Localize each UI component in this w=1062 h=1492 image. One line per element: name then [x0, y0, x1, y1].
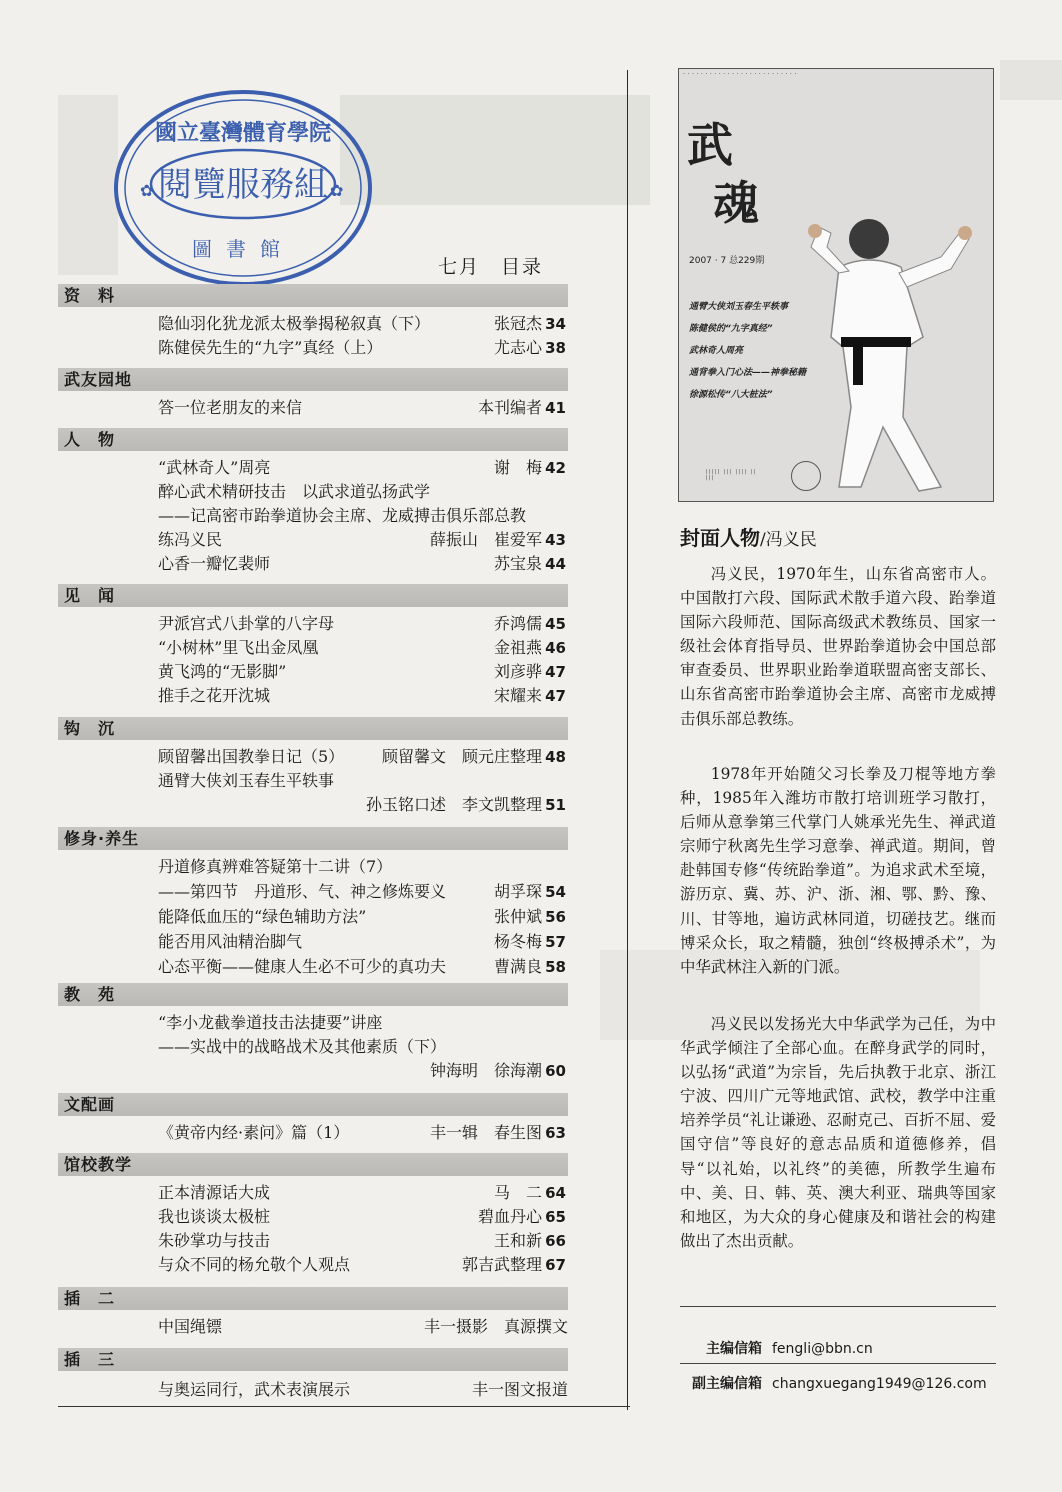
entry-page: 54 [545, 883, 566, 901]
entry-author: 薛振山 崔爱军 [429, 530, 542, 549]
entry-title: 与众不同的杨允敬个人观点 [158, 1255, 351, 1274]
toc-entry[interactable] [158, 480, 568, 504]
entry-author: 张冠杰 [493, 314, 542, 333]
toc-entry[interactable] [158, 336, 568, 360]
cover-martial-artist-photo [791, 187, 991, 497]
entry-author: 谢 梅 [493, 458, 542, 477]
entry-page: 63 [545, 1124, 566, 1142]
entry-author: 张仲斌 [493, 907, 542, 926]
toc-entry[interactable] [158, 880, 568, 904]
entry-author: 乔鸿儒 [493, 614, 542, 633]
section-header: 馆校教学 [58, 1153, 568, 1176]
entry-page: 56 [545, 908, 566, 926]
entry-title: 练冯义民 [158, 530, 223, 549]
entry-title: “李小龙截拳道技击法捷要”讲座 [158, 1013, 383, 1032]
bleed-through-block [340, 95, 650, 205]
entry-title: 丹道修真辨难答疑第十二讲（7） [158, 857, 393, 876]
entry-title: 隐仙羽化犹龙派太极拳揭秘叙真（下） [158, 314, 431, 333]
section-header: 修身·养生 [58, 827, 568, 850]
entry-page: 38 [545, 339, 566, 357]
section-header: 见 闻 [58, 584, 568, 607]
entry-title: ——第四节 丹道形、气、神之修炼要义 [158, 882, 447, 901]
entry-author: 曹满良 [493, 957, 542, 976]
toc-entry[interactable] [158, 612, 568, 636]
cover-headline: 通臂大侠刘玉春生平轶事 [689, 302, 789, 312]
entry-page: 47 [545, 663, 566, 681]
cover-seal-icon [791, 461, 821, 491]
entry-title: 能否用风油精治脚气 [158, 932, 303, 951]
cover-issue: 2007 · 7 总229期 [689, 256, 765, 266]
section-header: 插 二 [58, 1287, 568, 1310]
profile-title: 封面人物 [680, 526, 760, 550]
bleed-through-block [58, 95, 118, 275]
entry-page: 43 [545, 531, 566, 549]
toc-entry[interactable] [158, 905, 568, 929]
entry-author: 王和新 [493, 1231, 542, 1250]
toc-entry[interactable] [158, 955, 568, 979]
editor-email[interactable]: fengli@bbn.cn [772, 1341, 873, 1357]
stamp-top-text: 國立臺灣體育學院 [154, 120, 332, 146]
section-header: 插 三 [58, 1348, 568, 1371]
toc-entry[interactable] [158, 930, 568, 954]
entry-title: 《黄帝内经·素问》篇（1） [158, 1123, 350, 1142]
contacts-mid-rule [680, 1363, 996, 1364]
toc-entry[interactable] [158, 660, 568, 684]
entry-author: 宋耀来 [493, 686, 542, 705]
entry-author: 碧血丹心 [477, 1207, 542, 1226]
entry-page: 60 [545, 1062, 566, 1080]
entry-title: ——实战中的战略战术及其他素质（下） [158, 1037, 447, 1056]
toc-entry[interactable] [158, 312, 568, 336]
entry-author: 郭吉武整理 [461, 1255, 542, 1274]
toc-entry[interactable] [158, 528, 568, 552]
profile-author: /冯义民 [760, 530, 817, 550]
entry-author: 杨冬梅 [493, 932, 542, 951]
entry-title: “武林奇人”周亮 [158, 458, 271, 477]
magazine-cover [678, 68, 994, 502]
entry-page: 41 [545, 399, 566, 417]
cover-title-char-2: 魂 [713, 176, 759, 230]
entry-title: 朱砂掌功与技击 [158, 1231, 271, 1250]
toc-entry[interactable] [158, 684, 568, 708]
library-stamp [112, 88, 374, 288]
entry-title: 心态平衡——健康人生必不可少的真功夫 [158, 957, 447, 976]
entry-page: 65 [545, 1208, 566, 1226]
toc-entry[interactable] [158, 855, 568, 879]
section-header: 资 料 [58, 284, 568, 307]
entry-title: “小树林”里飞出金凤凰 [158, 638, 319, 657]
entry-title: 正本清源话大成 [158, 1183, 271, 1202]
editor-contact [706, 1338, 873, 1358]
entry-author: 尤志心 [493, 338, 542, 357]
cover-headline: 徐源松传“八大桩法” [689, 390, 773, 400]
entry-author: 丰一摄影 真源撰文 [423, 1317, 568, 1336]
section-header: 文配画 [58, 1093, 568, 1116]
entry-title: 顾留馨出国教拳日记（5） [158, 747, 345, 766]
entry-author: 金祖燕 [493, 638, 542, 657]
flower-icon: ✿ [330, 181, 344, 200]
cover-headline: 通背拳入门心法——神拳秘籍 [689, 368, 807, 378]
entry-author: 丰一辑 春生图 [429, 1123, 542, 1142]
entry-title: 与奥运同行，武术表演展示 [158, 1380, 351, 1399]
toc-title: 七月 目录 [438, 256, 544, 278]
toc-entry[interactable] [158, 1315, 568, 1339]
cover-person-title [680, 522, 817, 551]
entry-page: 51 [545, 796, 566, 814]
entry-page: 46 [545, 639, 566, 657]
toc-entry[interactable] [158, 1011, 568, 1035]
entry-author: 胡孚琛 [493, 882, 542, 901]
editor-label: 主编信箱 [706, 1341, 762, 1357]
toc-entry[interactable] [158, 769, 568, 793]
entry-author: 钟海明 徐海潮 [429, 1061, 542, 1080]
entry-page: 48 [545, 748, 566, 766]
entry-title: 能降低血压的“绿色辅助方法” [158, 907, 367, 926]
section-header: 教 苑 [58, 983, 568, 1006]
toc-bottom-rule [58, 1406, 630, 1407]
entry-author: 本刊编者 [477, 398, 542, 417]
toc-entry[interactable] [158, 1253, 568, 1277]
toc-entry[interactable] [158, 456, 568, 480]
deputy-email[interactable]: changxuegang1949@126.com [772, 1376, 987, 1392]
section-header: 武友园地 [58, 368, 568, 391]
entry-title: 中国绳镖 [158, 1317, 223, 1336]
entry-page: 64 [545, 1184, 566, 1202]
entry-author: 苏宝泉 [493, 554, 542, 573]
entry-author: 马 二 [493, 1183, 542, 1202]
entry-page: 34 [545, 315, 566, 333]
entry-page: 58 [545, 958, 566, 976]
cover-headline: 陈健侯的“九字真经” [689, 324, 773, 334]
entry-author: 顾留馨文 顾元庄整理 [381, 747, 542, 766]
toc-entry[interactable] [158, 1035, 568, 1059]
toc-entry[interactable] [158, 1121, 568, 1145]
entry-page: 57 [545, 933, 566, 951]
bleed-through-block [1000, 60, 1062, 100]
cover-header-strip: · · · · · · · · · · · · · · · · · · · · · · · · · · [683, 70, 797, 78]
section-header: 人 物 [58, 428, 568, 451]
entry-title: 尹派宫式八卦掌的八字母 [158, 614, 335, 633]
deputy-editor-contact [692, 1373, 987, 1393]
entry-author: 丰一图文报道 [471, 1380, 568, 1399]
profile-paragraph: 1978年开始随父习长拳及刀棍等地方拳种，1985年入潍坊市散打培训班学习散打，后师从意拳第三代掌门人姚承光先生、禅武道宗师宁秋离先生学习意拳、禅武道。期间，曾赴韩国专修“传统跆拳道”。为追求武术至境，游历京、冀、苏、沪、浙、湘、鄂、黔、豫、川、甘等地，遍访武林同道，切磋技艺。继而博采众长，取之精髓，独创“终极搏杀术”，为中华武林注入新的门派。 [680, 765, 996, 976]
entry-title: 答一位老朋友的来信 [158, 398, 303, 417]
entry-author: 刘彦骅 [493, 662, 542, 681]
entry-page: 45 [545, 615, 566, 633]
entry-page: 42 [545, 459, 566, 477]
toc-entry[interactable] [158, 1205, 568, 1229]
cover-barcode: ||||| ||| |||| || ||| [705, 469, 757, 481]
toc-entry[interactable] [158, 396, 568, 420]
entry-author: 孙玉铭口述 李文凯整理 [365, 795, 542, 814]
toc-entry[interactable] [158, 504, 568, 528]
stamp-bottom-text: 圖書館 [192, 237, 294, 261]
section-header: 钩 沉 [58, 717, 568, 740]
contacts-top-rule [680, 1306, 996, 1307]
column-divider [627, 70, 628, 1410]
toc-entry[interactable] [158, 1059, 568, 1083]
entry-title: 黄飞鸿的“无影脚” [158, 662, 287, 681]
toc-entry[interactable] [158, 745, 568, 769]
profile-paragraph: 冯义民以发扬光大中华武学为己任，为中华武学倾注了全部心血。在醉身武学的同时，以弘扬“武道”为宗旨，先后执教于北京、浙江宁波、四川广元等地武馆、武校，教学中注重培养学员“礼让谦逊、忍耐克己、百折不屈、爱国守信”等良好的意志品质和道德修养，倡导“以礼始，以礼终”的美德，所教学生遍布中、美、日、韩、英、澳大利亚、瑞典等国家和地区，为大众的身心健康及和谐社会的构建做出了杰出贡献。 [680, 1015, 996, 1250]
entry-title: 陈健侯先生的“九字”真经（上） [158, 338, 383, 357]
entry-title: 推手之花开沈城 [158, 686, 271, 705]
stamp-center-text: 閱覽服務組 [158, 165, 328, 205]
toc-entry[interactable] [158, 1378, 568, 1402]
entry-page: 47 [545, 687, 566, 705]
entry-title: ——记高密市跆拳道协会主席、龙威搏击俱乐部总教 [158, 506, 527, 525]
profile-paragraph: 冯义民，1970年生，山东省高密市人。中国散打六段、国际武术散手道六段、跆拳道国际六段师范、国际高级武术教练员、国家一级社会体育指导员、世界跆拳道协会中国总部审查委员、世界职业跆拳道联盟高密支部长、山东省高密市跆拳道协会主席、高密市龙威搏击俱乐部总教练。 [680, 565, 996, 728]
entry-page: 66 [545, 1232, 566, 1250]
toc-entry[interactable] [158, 793, 568, 817]
entry-title: 心香一瓣忆裴师 [158, 554, 271, 573]
toc-entry[interactable] [158, 552, 568, 576]
entry-page: 67 [545, 1256, 566, 1274]
entry-title: 醉心武术精研技击 以武求道弘扬武学 [158, 482, 431, 501]
flower-icon: ✿ [140, 181, 154, 200]
cover-title-char-1: 武 [687, 118, 733, 172]
entry-page: 44 [545, 555, 566, 573]
entry-title: 我也谈谈太极桩 [158, 1207, 271, 1226]
deputy-label: 副主编信箱 [692, 1376, 762, 1392]
toc-entry[interactable] [158, 636, 568, 660]
toc-entry[interactable] [158, 1181, 568, 1205]
toc-entry[interactable] [158, 1229, 568, 1253]
entry-title: 通臂大侠刘玉春生平轶事 [158, 771, 335, 790]
cover-headline: 武林奇人周亮 [689, 346, 744, 356]
